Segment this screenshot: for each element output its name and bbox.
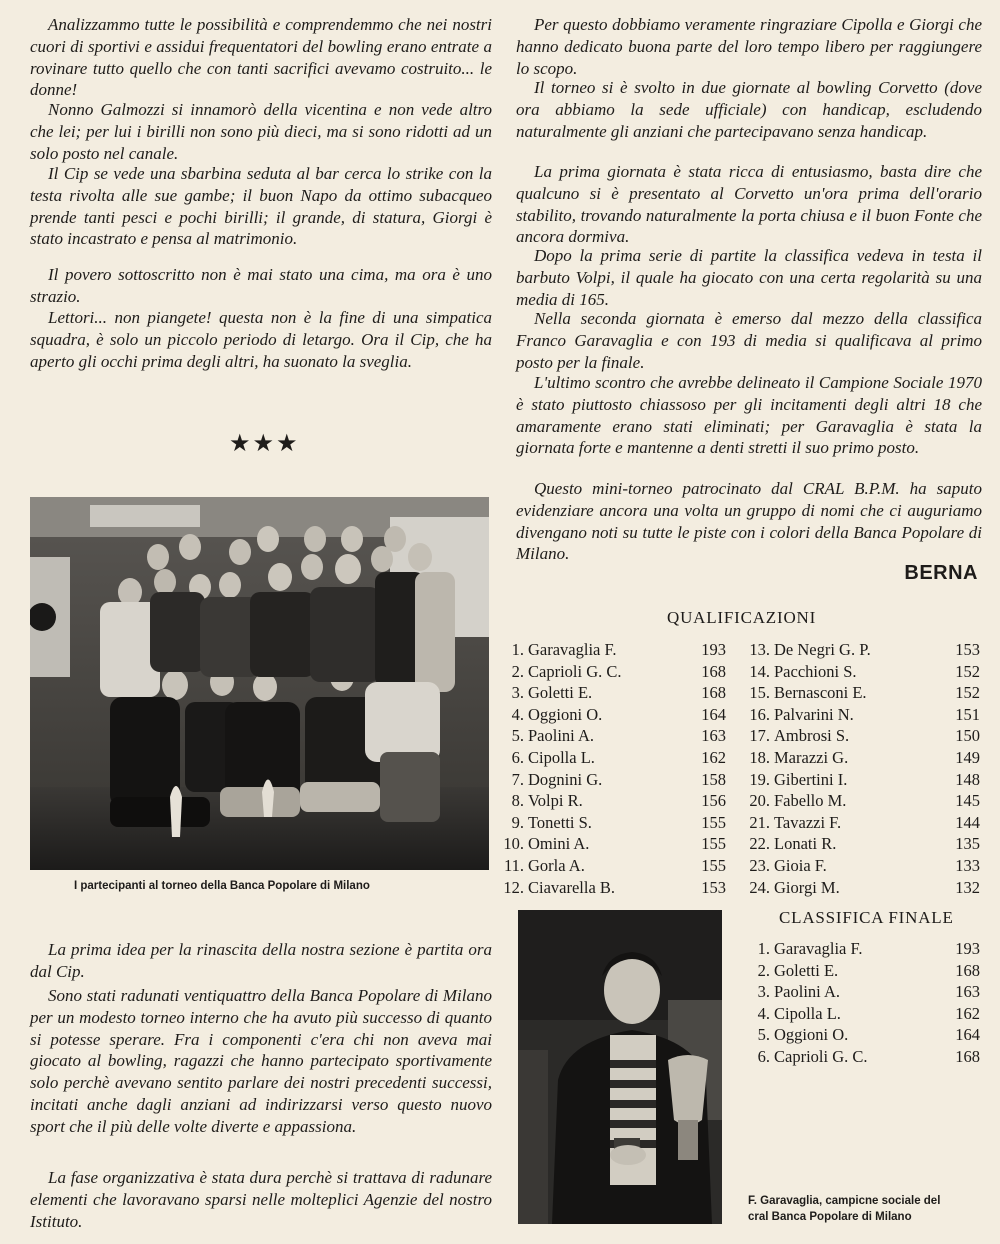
- paragraph-ringraziare: Per questo dobbiamo veramente ringraziare Cipolla e Giorgi che hanno dedicato buona parte del loro tempo libero per raggiungere lo scopo.: [516, 15, 982, 78]
- paragraph-lettori: Lettori... non piangete! questa non è la fine di una simpatica squadra, è solo un piccolo periodo di letargo. Ora il Cip, che ha aperto gli occhi prima degli altri, ha suonato la sveglia.: [30, 308, 492, 371]
- player-name: Fabello M.: [774, 791, 847, 811]
- rank-number: 17.: [749, 726, 770, 746]
- player-score: 153: [955, 640, 980, 659]
- rank-number: 8.: [511, 791, 524, 811]
- winner-photo-image: [518, 910, 722, 1224]
- player-name: Goletti E.: [774, 960, 839, 980]
- rank-number: 9.: [511, 812, 524, 832]
- rank-number: 3.: [757, 982, 770, 1002]
- player-score: 168: [701, 683, 726, 703]
- ranking-row: [740, 1024, 980, 1046]
- player-score: 193: [701, 640, 726, 659]
- rank-number: 4.: [511, 704, 524, 724]
- player-name: Giorgi M.: [774, 877, 840, 897]
- player-score: 193: [955, 939, 980, 958]
- paragraph-intro: Analizzammo tutte le possibilità e comprendemmo che nei nostri cuori di sportivi e assidui frequentatori del bowling erano entrate a rovinare tutto quello che con tanti sacrifici avevamo costruito... le donne!: [30, 15, 492, 100]
- player-name: Caprioli G. C.: [528, 661, 622, 681]
- rank-number: 5.: [511, 726, 524, 746]
- ranking-row: [494, 877, 726, 899]
- rank-number: 12.: [503, 877, 524, 897]
- qualificazioni-list-left: [494, 639, 726, 898]
- paragraph-fase-organizzativa: La fase organizzativa è stata dura perchè si trattava di radunare elementi che lavoravano sparsi nelle molteplici Agenzie del nostro Istituto.: [30, 1168, 492, 1231]
- player-name: Paolini A.: [774, 982, 841, 1002]
- group-photo: [30, 497, 489, 870]
- ranking-row: [740, 725, 980, 747]
- classifica-finale-list: [740, 938, 980, 1068]
- rank-number: 15.: [749, 683, 770, 703]
- player-score: 163: [701, 726, 726, 746]
- ranking-row: [740, 790, 980, 812]
- player-score: 155: [701, 812, 726, 832]
- player-score: 151: [955, 704, 980, 724]
- author-signature: BERNA: [904, 562, 978, 584]
- rank-number: 1.: [757, 939, 770, 958]
- player-name: Marazzi G.: [774, 747, 849, 767]
- rank-number: 16.: [749, 704, 770, 724]
- player-name: Volpi R.: [528, 791, 583, 811]
- paragraph-sottoscritto: Il povero sottoscritto non è mai stato una cima, ma ora è uno strazio.: [30, 265, 492, 306]
- player-score: 162: [955, 1003, 980, 1023]
- rank-number: 19.: [749, 769, 770, 789]
- ranking-row: [740, 938, 980, 960]
- player-name: Tonetti S.: [528, 812, 592, 832]
- player-name: Caprioli G. C.: [774, 1046, 868, 1066]
- qualificazioni-title: QUALIFICAZIONI: [667, 608, 817, 627]
- paragraph-mini-torneo: Questo mini-torneo patrocinato dal CRAL B.P.M. ha saputo evidenziare ancora una volta un gruppo di nomi che ci auguriamo divengano noti su tutte le piste con i colori della Banca Popolare di Milano.: [516, 479, 982, 564]
- player-name: Cipolla L.: [528, 747, 595, 767]
- ranking-row: [740, 877, 980, 899]
- ranking-row: [494, 725, 726, 747]
- ranking-row: [740, 960, 980, 982]
- ranking-row: [494, 747, 726, 769]
- rank-number: 1.: [511, 640, 524, 659]
- ranking-row: [740, 682, 980, 704]
- player-score: 164: [955, 1025, 980, 1045]
- player-score: 155: [701, 855, 726, 875]
- player-name: Garavaglia F.: [528, 640, 617, 659]
- player-name: Bernasconi E.: [774, 683, 867, 703]
- rank-number: 7.: [511, 769, 524, 789]
- paragraph-seconda-giornata: Nella seconda giornata è emerso dal mezzo della classifica Franco Garavaglia e con 193 di media si qualificava al primo posto per la finale.: [516, 309, 982, 372]
- ranking-row: [494, 855, 726, 877]
- star-separator: ★★★: [229, 431, 300, 457]
- winner-photo-caption: [748, 1193, 988, 1225]
- paragraph-prima-idea: La prima idea per la rinascita della nostra sezione è partita ora dal Cip.: [30, 940, 492, 981]
- rank-number: 13.: [749, 640, 770, 659]
- ranking-row: [494, 833, 726, 855]
- ranking-row: [740, 704, 980, 726]
- ranking-row: [740, 981, 980, 1003]
- player-score: 133: [955, 855, 980, 875]
- player-name: Gibertini I.: [774, 769, 848, 789]
- ranking-row: [740, 855, 980, 877]
- ranking-row: [740, 812, 980, 834]
- player-score: 152: [955, 683, 980, 703]
- player-score: 164: [701, 704, 726, 724]
- rank-number: 2.: [757, 960, 770, 980]
- paragraph-radunati: Sono stati radunati ventiquattro della Banca Popolare di Milano per un modesto torneo interno che ha avuto più successo di quanto si potesse sperare. Fra i componenti c'era chi non aveva mai giocato al bowling, ragazzi che hanno partecipato sportivamente solo perchè avevano sentito parlare dei nostri precedenti successi, incitati anche dagli anziani ad indirizzarsi verso questo nuovo sport che il più delle volte diverte e appassiona.: [30, 986, 492, 1136]
- ranking-row: [740, 661, 980, 683]
- player-score: 168: [955, 1046, 980, 1066]
- player-name: Ciavarella B.: [528, 877, 616, 897]
- winner-photo: [518, 910, 722, 1224]
- rank-number: 18.: [749, 747, 770, 767]
- rank-number: 11.: [503, 855, 524, 875]
- rank-number: 22.: [749, 834, 770, 854]
- paragraph-torneo: Il torneo si è svolto in due giornate al bowling Corvetto (dove ora abbiamo la sede ufficiale) con handicap, escludendo naturalmente gli anziani che partecipavano senza handicap.: [516, 78, 982, 141]
- ranking-row: [740, 639, 980, 661]
- ranking-row: [494, 682, 726, 704]
- player-name: Gorla A.: [528, 855, 585, 875]
- paragraph-ultimo-scontro: L'ultimo scontro che avrebbe delineato il Campione Sociale 1970 è stato piuttosto chiassoso per gli incitamenti degli altri 18 che amaramente erano stati eliminati; per Garavaglia è stata la giornata forte e mantenne a denti stretti il suo primo posto.: [516, 373, 982, 458]
- player-name: Oggioni O.: [774, 1025, 849, 1045]
- rank-number: 6.: [511, 747, 524, 767]
- player-name: Omini A.: [528, 834, 590, 854]
- player-name: Lonati R.: [774, 834, 837, 854]
- ranking-row: [494, 790, 726, 812]
- ranking-row: [740, 1003, 980, 1025]
- player-score: 156: [701, 791, 726, 811]
- rank-number: 21.: [749, 812, 770, 832]
- ranking-row: [740, 1046, 980, 1068]
- player-name: Oggioni O.: [528, 704, 603, 724]
- ranking-row: [494, 769, 726, 791]
- group-photo-image: [30, 497, 489, 870]
- ranking-row: [494, 812, 726, 834]
- player-name: Dognini G.: [528, 769, 603, 789]
- player-name: Tavazzi F.: [774, 812, 842, 832]
- rank-number: 5.: [757, 1025, 770, 1045]
- player-score: 145: [955, 791, 980, 811]
- player-score: 148: [955, 769, 980, 789]
- player-name: Ambrosi S.: [774, 726, 850, 746]
- rank-number: 14.: [749, 661, 770, 681]
- player-score: 168: [955, 960, 980, 980]
- player-score: 152: [955, 661, 980, 681]
- player-name: Gioia F.: [774, 855, 827, 875]
- player-name: Garavaglia F.: [774, 939, 863, 958]
- player-name: Goletti E.: [528, 683, 593, 703]
- paragraph-prima-giornata: La prima giornata è stata ricca di entusiasmo, basta dire che qualcuno si è presentato al Corvetto un'ora prima dell'orario stabilito, trovando naturalmente la porta chiusa e il buon Fonte che ancora dormiva.: [516, 162, 982, 247]
- ranking-row: [494, 661, 726, 683]
- player-name: Palvarini N.: [774, 704, 854, 724]
- rank-number: 20.: [749, 791, 770, 811]
- player-score: 150: [955, 726, 980, 746]
- player-name: De Negri G. P.: [774, 640, 871, 659]
- qualificazioni-list-right: [740, 639, 980, 898]
- player-name: Pacchioni S.: [774, 661, 857, 681]
- rank-number: 4.: [757, 1003, 770, 1023]
- ranking-row: [494, 704, 726, 726]
- rank-number: 23.: [749, 855, 770, 875]
- player-score: 168: [701, 661, 726, 681]
- player-score: 158: [701, 769, 726, 789]
- rank-number: 6.: [757, 1046, 770, 1066]
- player-score: 149: [955, 747, 980, 767]
- player-name: Cipolla L.: [774, 1003, 841, 1023]
- paragraph-prima-serie: Dopo la prima serie di partite la classifica vedeva in testa il barbuto Volpi, il quale ha giocato con una certa regolarità su una media di 165.: [516, 246, 982, 309]
- rank-number: 2.: [511, 661, 524, 681]
- player-score: 163: [955, 982, 980, 1002]
- group-photo-caption: I partecipanti al torneo della Banca Popolare di Milano: [74, 880, 370, 892]
- ranking-row: [740, 833, 980, 855]
- winner-caption-line-2: cral Banca Popolare di Milano: [748, 1211, 912, 1223]
- player-name: Paolini A.: [528, 726, 595, 746]
- ranking-row: [740, 769, 980, 791]
- player-score: 132: [955, 877, 980, 897]
- classifica-finale-title: CLASSIFICA FINALE: [779, 908, 954, 927]
- player-score: 153: [701, 877, 726, 897]
- player-score: 155: [701, 834, 726, 854]
- paragraph-nonno: Nonno Galmozzi si innamorò della vicentina e non vede altro che lei; per lui i birilli non sono più dieci, ma si sono ridotti ad un solo posto nel canale.: [30, 100, 492, 163]
- player-score: 144: [955, 812, 980, 832]
- player-score: 135: [955, 834, 980, 854]
- ranking-row: [494, 639, 726, 661]
- player-score: 162: [701, 747, 726, 767]
- winner-caption-line-1: F. Garavaglia, campicne sociale del: [748, 1195, 941, 1207]
- rank-number: 3.: [511, 683, 524, 703]
- ranking-row: [740, 747, 980, 769]
- rank-number: 10.: [503, 834, 524, 854]
- paragraph-cip: Il Cip se vede una sbarbina seduta al bar cerca lo strike con la testa rivolta alle sue gambe; il buon Napo da ottimo subacqueo prende tanti pesci e pochi birilli; il grande, di statura, Giorgi è stato incastrato e pensa al matrimonio.: [30, 164, 492, 249]
- rank-number: 24.: [749, 877, 770, 897]
